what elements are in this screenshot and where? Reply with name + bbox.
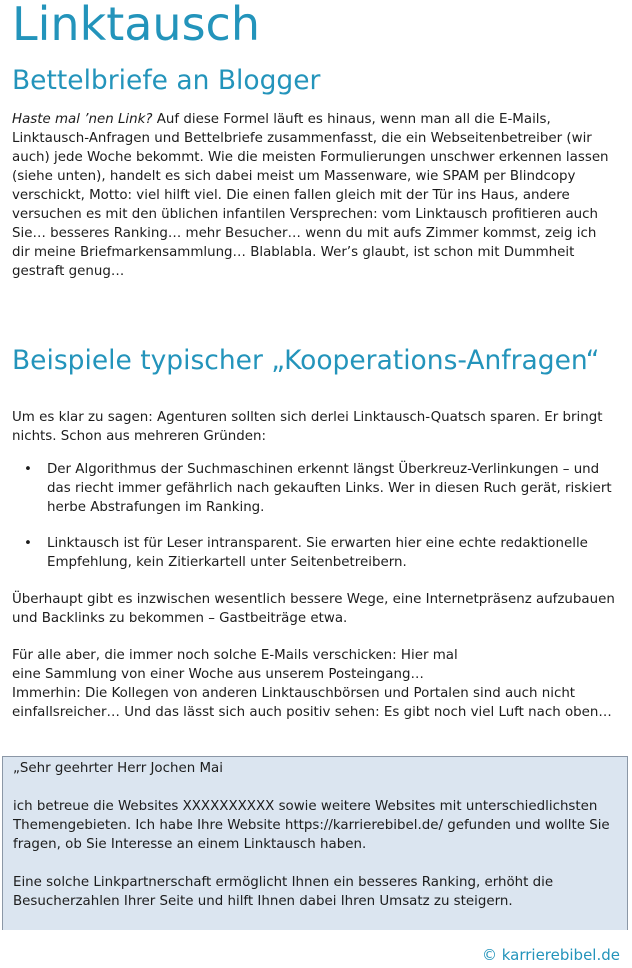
page-title: Linktausch <box>12 0 260 51</box>
bullet-icon: • <box>24 462 32 477</box>
paragraph-line: eine Sammlung von einer Woche aus unserem Posteingang… <box>12 667 424 682</box>
copyright-footer: © karrierebibel.de <box>481 946 620 964</box>
intro-paragraph <box>12 110 618 281</box>
quote-paragraph: ich betreue die Websites XXXXXXXXXX sowie weitere Websites mit unterschiedlichsten Themengebieten. Ich habe Ihre Website https://karrierebibel.de/ gefunden und wollte Sie fragen, ob Sie Interesse an einem Linktausch haben. <box>13 799 610 852</box>
quote-spacer <box>13 778 617 797</box>
list-item-text: Linktausch ist für Leser intransparent. Sie erwarten hier eine echte redaktionelle Empfehlung, kein Zitierkartell unter Seitenbetreibern. <box>47 536 588 570</box>
section-heading-beispiele: Beispiele typischer „Kooperations-Anfragen“ <box>12 345 600 376</box>
bullet-icon: • <box>24 536 32 551</box>
list-item <box>12 534 618 572</box>
paragraph-ueberhaupt: Überhaupt gibt es inzwischen wesentlich bessere Wege, eine Internetpräsenz aufzubauen und Backlinks zu bekommen – Gastbeiträge etwa. <box>12 592 615 626</box>
reasons-list <box>12 460 618 589</box>
quote-paragraph: Eine solche Linkpartnerschaft ermöglicht Ihnen ein besseres Ranking, erhöht die Besucherzahlen Ihrer Seite und hilft Ihnen dabei Ihren Umsatz zu steigern. <box>13 875 554 909</box>
section-heading-bettelbriefe: Bettelbriefe an Blogger <box>12 65 321 96</box>
quote-spacer <box>13 854 617 873</box>
quote-salutation: „Sehr geehrter Herr Jochen Mai <box>13 761 223 776</box>
paragraph-agenturen: Um es klar zu sagen: Agenturen sollten sich derlei Linktausch-Quatsch sparen. Er bringt nichts. Schon aus mehreren Gründen: <box>12 410 603 444</box>
list-item-text: Der Algorithmus der Suchmaschinen erkennt längst Überkreuz-Verlinkungen – und das riecht immer gefährlich nach gekauften Links. Wer in diesen Ruch gerät, riskiert herbe Abstrafungen im Ranking. <box>47 462 612 515</box>
list-item <box>12 460 618 517</box>
paragraph-line: Für alle aber, die immer noch solche E-Mails verschicken: Hier mal <box>12 648 458 663</box>
paragraph-fuer-alle <box>12 646 618 722</box>
intro-text: Auf diese Formel läuft es hinaus, wenn man all die E-Mails, Linktausch-Anfragen und Bettelbriefe zusammenfasst, die ein Webseitenbetreiber (wir auch) jede Woche bekommt. Wie die meisten Formulierungen unschwer erkennen lassen (siehe unten), handelt es sich dabei meist um Massenware, wie SPAM per Blindcopy verschickt, Motto: viel hilft viel. Die einen fallen gleich mit der Tür ins Haus, andere versuchen es mit den üblichen infantilen Versprechen: vom Linktausch profitieren auch Sie… besseres Ranking… mehr Besucher… wenn du mit aufs Zimmer kommst, zeig ich dir meine Briefmarkensammlung… Blablabla. Wer’s glaubt, ist schon mit Dummheit gestraft genug… <box>12 112 609 279</box>
intro-emphasis: Haste mal ’nen Link? <box>12 112 153 127</box>
paragraph-line: Immerhin: Die Kollegen von anderen Linktauschbörsen und Portalen sind auch nicht einfallsreicher… Und das lässt sich auch positiv sehen: Es gibt noch viel Luft nach oben… <box>12 686 612 720</box>
example-email-quote <box>2 756 628 930</box>
